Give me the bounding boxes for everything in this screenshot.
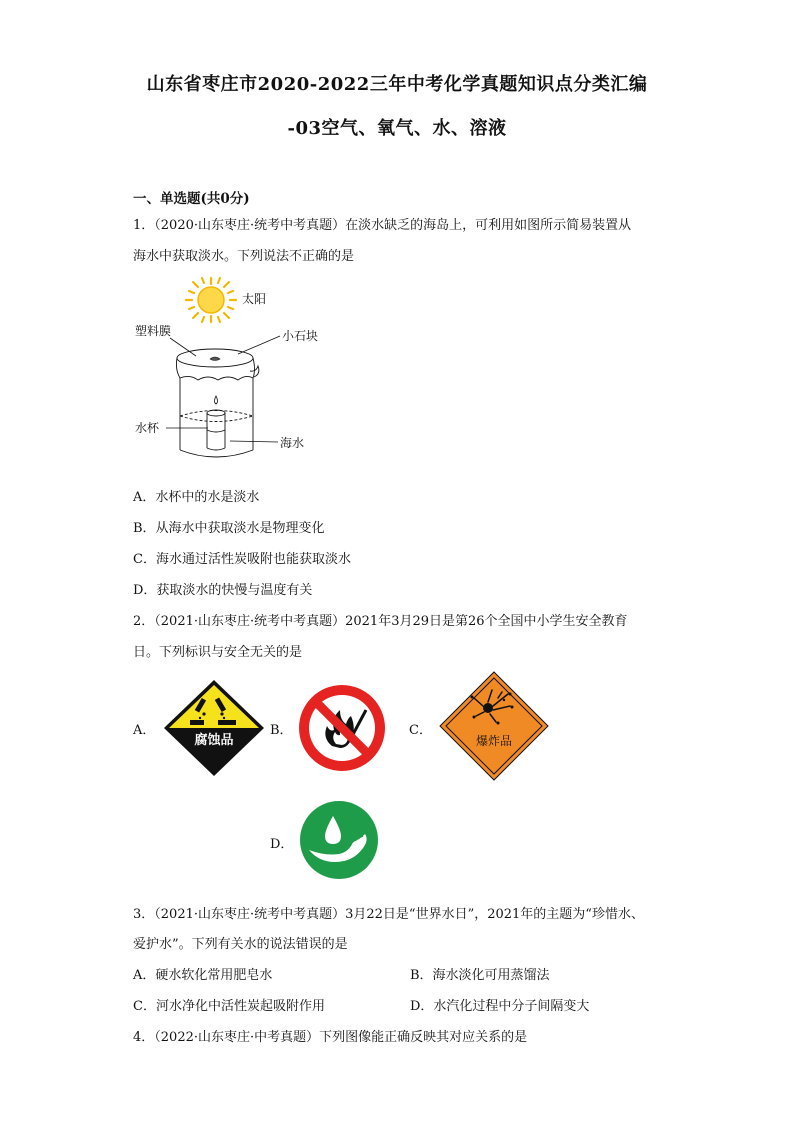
corrosive-sign-icon[interactable] <box>160 678 268 778</box>
q1-stem-line1: 1．（2020·山东枣庄·统考中考真题）在淡水缺乏的海岛上，可利用如图所示简易装置从 <box>133 218 632 233</box>
q3-option-d[interactable]: D．水汽化过程中分子间隔变大 <box>410 999 590 1014</box>
q3-option-c[interactable]: C．河水净化中活性炭起吸附作用 <box>133 999 325 1014</box>
corrosive-sign-text: 腐蚀品 <box>194 733 234 748</box>
q1-desalination-figure <box>130 278 380 478</box>
q2-option-c-label[interactable]: C． <box>409 723 432 738</box>
q2-option-b-label[interactable]: B． <box>270 723 293 738</box>
sun-icon <box>186 278 236 322</box>
label-stone: 小石块 <box>282 329 319 343</box>
label-film: 塑料膜 <box>135 324 172 338</box>
no-fire-sign-icon[interactable] <box>296 682 388 774</box>
q3-option-a[interactable]: A．硬水软化常用肥皂水 <box>133 968 273 983</box>
q1-stem-line2: 海水中获取淡水。下列说法不正确的是 <box>133 249 355 264</box>
label-cup: 水杯 <box>135 421 160 435</box>
q1-option-c[interactable]: C．海水通过活性炭吸附也能获取淡水 <box>133 552 351 567</box>
explosive-sign-text: 爆炸品 <box>475 734 513 748</box>
q2-stem-line2: 日。下列标识与安全无关的是 <box>133 645 303 660</box>
q2-option-a-label[interactable]: A． <box>133 723 156 738</box>
q1-option-d[interactable]: D．获取淡水的快慢与温度有关 <box>133 583 313 598</box>
document-title-line2: -03空气、氧气、水、溶液 <box>287 118 507 139</box>
q1-option-b[interactable]: B．从海水中获取淡水是物理变化 <box>133 521 325 536</box>
q2-option-d-label[interactable]: D． <box>270 837 294 852</box>
q3-option-b[interactable]: B．海水淡化可用蒸馏法 <box>410 968 550 983</box>
q4-stem-line1: 4．（2022·山东枣庄·中考真题）下列图像能正确反映其对应关系的是 <box>133 1030 528 1045</box>
section-heading: 一、单选题(共0分) <box>133 191 250 207</box>
q3-stem-line2: 爱护水”。下列有关水的说法错误的是 <box>133 937 348 952</box>
label-sun: 太阳 <box>242 292 267 306</box>
label-seawater: 海水 <box>280 436 305 450</box>
explosive-sign-icon[interactable] <box>438 670 550 782</box>
q3-stem-line1: 3．（2021·山东枣庄·统考中考真题）3月22日是“世界水日”，2021年的主题为“珍惜水、 <box>133 907 644 922</box>
q1-option-a[interactable]: A．水杯中的水是淡水 <box>133 490 260 505</box>
water-saving-sign-icon[interactable] <box>299 800 379 880</box>
document-title-line1: 山东省枣庄市2020-2022三年中考化学真题知识点分类汇编 <box>146 74 648 95</box>
q2-stem-line1: 2．（2021·山东枣庄·统考中考真题）2021年3月29日是第26个全国中小学生安全教育 <box>133 614 628 629</box>
